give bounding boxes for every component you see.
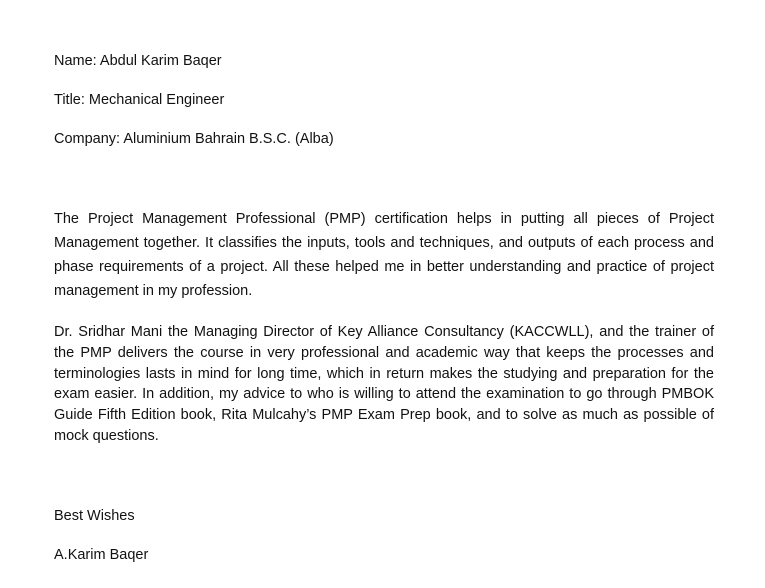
testimonial-paragraph-1: The Project Management Professional (PMP) certification helps in putting all pieces of Project Management together. It classifies the inputs, tools and techniques, and outputs of each process and phase requirements of a project. All these helped me in better understanding and practice of project management in my profession. — [54, 211, 714, 299]
testimonial-paragraph-2: Dr. Sridhar Mani the Managing Director of Key Alliance Consultancy (KACCWLL), and the trainer of the PMP delivers the course in very professional and academic way that keeps the processes and terminologies lasts in mind for long time, which in return makes the studying and preparation for the exam easier. In addition, my advice to who is willing to attend the examination to go through PMBOK Guide Fifth Edition book, Rita Mulcahy’s PMP Exam Prep book, and to solve as much as possible of mock questions. — [54, 324, 714, 444]
company-line: Company: Aluminium Bahrain B.S.C. (Alba) — [54, 131, 334, 147]
title-line: Title: Mechanical Engineer — [54, 92, 225, 108]
signature-name: A.Karim Baqer — [54, 547, 149, 563]
closing-salutation: Best Wishes — [54, 508, 135, 524]
name-line: Name: Abdul Karim Baqer — [54, 53, 222, 69]
